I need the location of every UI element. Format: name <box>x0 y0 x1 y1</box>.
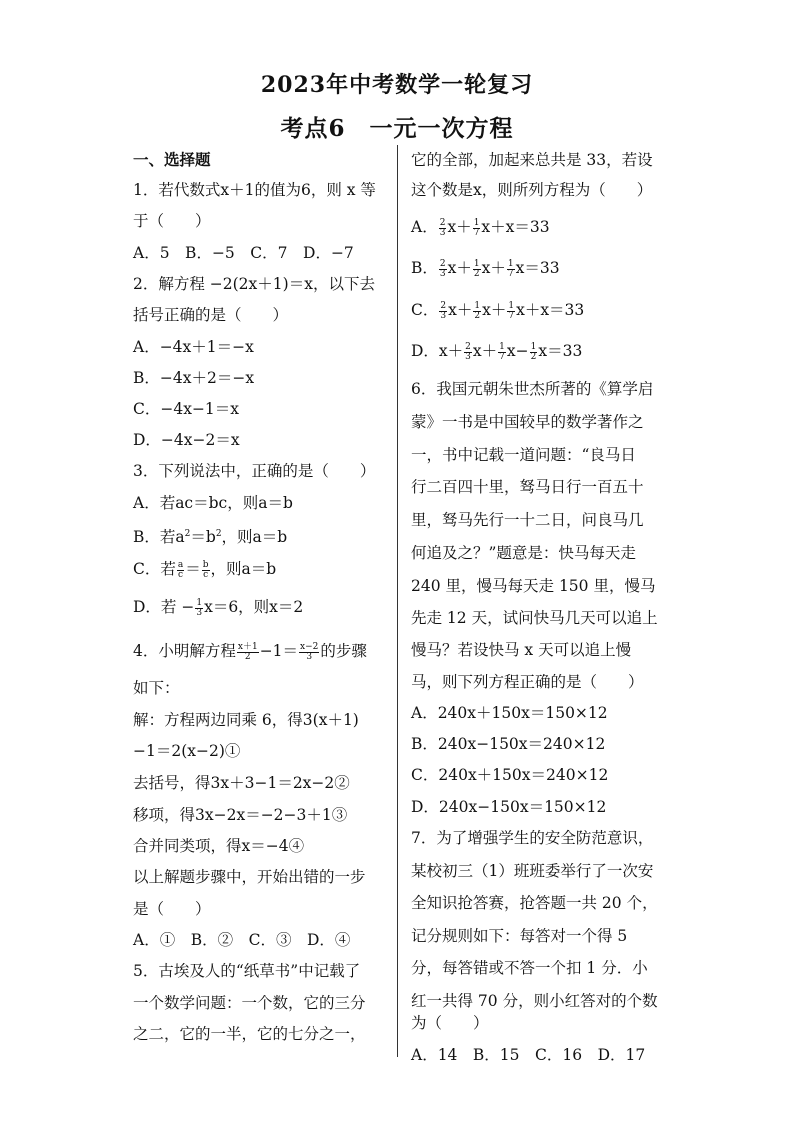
column-divider <box>397 145 398 1057</box>
fraction: $\frac{1}{7}$ <box>508 300 515 321</box>
q1-line-1: 1．若代数式x＋1的值为6，则 x 等 <box>133 181 376 199</box>
fraction: $\frac{1}{7}$ <box>499 341 505 362</box>
q6-line-6: 何追及之？”题意是：快马每天走 <box>411 544 636 562</box>
q4-line-2: 如下： <box>133 679 180 697</box>
q4-line-3: 解：方程两边同乘 6，得3(x＋1) <box>133 711 359 729</box>
fraction: $\frac{2}{3}$ <box>440 300 447 321</box>
q5-line-2: 一个数学问题：一个数，它的三分 <box>133 994 366 1012</box>
q6-option-a: A．240x＋150x＝150×12 <box>411 704 608 722</box>
q7-line-6: 红一共得 70 分，则小红答对的个数 <box>411 992 658 1010</box>
section-heading: 一、选择题 <box>133 150 211 169</box>
q7-line-7: 为（ ） <box>411 1014 489 1032</box>
q5-option-a: A． $\frac{2}{3}$ x＋ $\frac{1}{7}$ x＋x＝33 <box>411 217 550 238</box>
q4-options: A．① B．② C．③ D．④ <box>133 931 351 949</box>
q6-line-8: 先走 12 天，试问快马几天可以追上 <box>411 609 658 627</box>
fraction: $\frac{2}{3}$ <box>465 341 471 362</box>
q6-option-b: B．240x−150x＝240×12 <box>411 735 606 753</box>
q2-option-a: A．−4x＋1＝−x <box>133 338 254 356</box>
q7-line-3: 全知识抢答赛，抢答题一共 20 个， <box>411 894 658 912</box>
fraction: $\frac{1}{2}$ <box>474 300 481 321</box>
q5-line-5: 这个数是x，则所列方程为（ ） <box>411 181 653 199</box>
q6-line-9: 慢马？若设快马 x 天可以追上慢 <box>411 641 632 659</box>
fraction: $\frac{1}{7}$ <box>473 217 480 238</box>
q3-option-c: C．若 $\frac{a}{c}$ ＝ $\frac{b}{c}$ ，则a＝b <box>133 559 277 580</box>
q7-line-5: 分，每答错或不答一个扣 1 分．小 <box>411 959 648 977</box>
q2-option-b: B．−4x＋2＝−x <box>133 369 255 387</box>
q7-line-1: 7．为了增强学生的安全防范意识， <box>411 829 654 847</box>
q2-option-d: D．−4x−2＝x <box>133 431 240 449</box>
fraction: $\frac{1}{7}$ <box>507 258 514 279</box>
q6-line-7: 240 里，慢马每天走 150 里，慢马 <box>411 577 656 595</box>
fraction: $\frac{2}{3}$ <box>439 217 446 238</box>
fraction: $\frac{1}{2}$ <box>530 341 537 362</box>
q4-line-6: 移项，得3x−2x＝−2−3＋1③ <box>133 806 348 824</box>
q7-line-4: 记分规则如下：每答对一个得 5 <box>411 927 628 945</box>
q7-line-2: 某校初三（1）班班委举行了一次安 <box>411 862 654 880</box>
q6-line-3: 一，书中记载一道问题：“良马日 <box>411 446 636 464</box>
fraction: $\frac{x-2}{3}$ <box>300 641 319 662</box>
q2-line-1: 2．解方程 −2(2x＋1)＝x，以下去 <box>133 275 375 293</box>
q5-option-b: B． $\frac{2}{3}$ x＋ $\frac{1}{2}$ x＋ $\frac{1}{7}$ x＝33 <box>411 258 560 279</box>
fraction: $\frac{b}{c}$ <box>202 559 209 580</box>
q6-line-10: 马，则下列方程正确的是（ ） <box>411 673 644 691</box>
q1-options: A．5 B．−5 C．7 D．−7 <box>133 244 354 262</box>
q6-option-d: D．240x−150x＝150×12 <box>411 798 607 816</box>
q7-options: A．14 B．15 C．16 D．17 <box>411 1046 646 1064</box>
q5-line-1: 5．古埃及人的“纸草书”中记载了 <box>133 962 361 980</box>
fraction: $\frac{1}{2}$ <box>473 258 480 279</box>
q3-option-d: D．若 − $\frac{1}{3}$ x＝6，则x＝2 <box>133 597 304 618</box>
q4-line-5: 去括号，得3x＋3−1＝2x−2② <box>133 774 350 792</box>
q5-option-d: D．x＋ $\frac{2}{3}$ x＋ $\frac{1}{7}$ x− $\frac{1}{2}$ x＝33 <box>411 341 583 362</box>
q2-option-c: C．−4x−1＝x <box>133 400 240 418</box>
q1-line-2: 于（ ） <box>133 212 211 230</box>
q5-option-c: C． $\frac{2}{3}$ x＋ $\frac{1}{2}$ x＋ $\frac{1}{7}$ x＋x＝33 <box>411 300 585 321</box>
q6-line-2: 蒙》一书是中国较早的数学著作之 <box>411 413 644 431</box>
q6-line-5: 里，驽马先行一十二日，问良马几 <box>411 511 644 529</box>
q6-line-1: 6．我国元朝朱世杰所著的《算学启 <box>411 380 654 398</box>
q4-line-8: 以上解题步骤中，开始出错的一步 <box>133 868 366 886</box>
fraction: $\frac{2}{3}$ <box>439 258 446 279</box>
q6-line-4: 行二百四十里，驽马日行一百五十 <box>411 478 644 496</box>
q3-option-b: B．若$a^2=b^2$，则a＝b <box>133 528 288 547</box>
q5-line-4: 它的全部，加起来总共是 33，若设 <box>411 151 653 169</box>
q4-line-1: 4．小明解方程 $\frac{x+1}{2}$ −1＝ $\frac{x-2}{3}$ 的步骤 <box>133 641 367 662</box>
page-subtitle: 考点6 一元一次方程 <box>280 115 514 142</box>
q6-option-c: C．240x＋150x＝240×12 <box>411 766 609 784</box>
q4-line-9: 是（ ） <box>133 900 211 918</box>
fraction: $\frac{a}{c}$ <box>177 559 184 580</box>
q2-line-2: 括号正确的是（ ） <box>133 306 289 324</box>
page-title: 2023年中考数学一轮复习 <box>260 72 534 98</box>
q5-line-3: 之二，它的一半，它的七分之一， <box>133 1025 366 1043</box>
q4-line-7: 合并同类项，得x＝−4④ <box>133 837 305 855</box>
q4-line-4: −1＝2(x−2)① <box>133 742 241 760</box>
q3-option-a: A．若ac＝bc，则a＝b <box>133 494 293 512</box>
fraction: $\frac{x+1}{2}$ <box>237 641 258 662</box>
q3-line-1: 3．下列说法中，正确的是（ ） <box>133 462 376 480</box>
fraction: $\frac{1}{3}$ <box>196 597 203 618</box>
